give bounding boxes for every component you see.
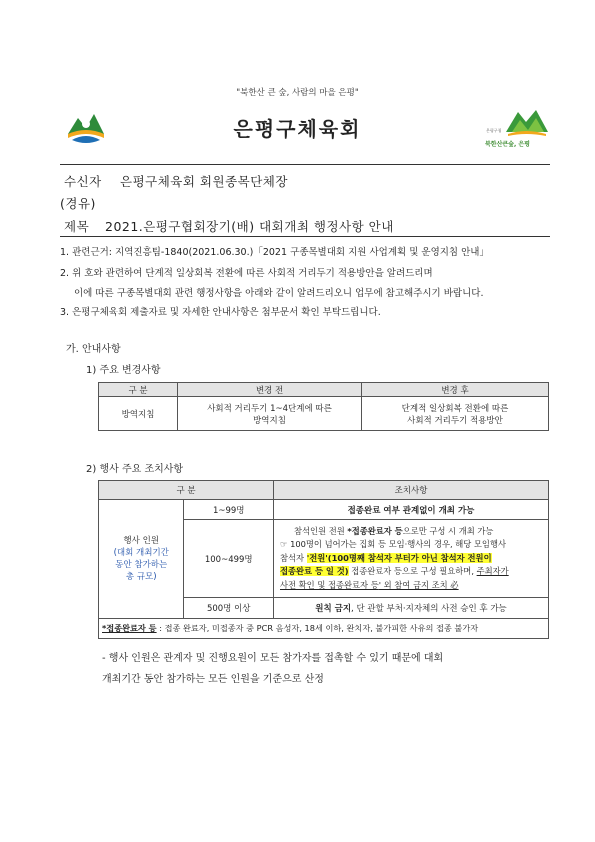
table1-row-label: 방역지침 bbox=[99, 397, 178, 431]
table1-before-line-2: 방역지침 bbox=[253, 415, 286, 426]
text-span: 참석인원 전원 bbox=[294, 525, 348, 536]
table2-group-line-4: 총 규모) bbox=[125, 572, 157, 582]
org-title: 은평구체육회 bbox=[233, 117, 362, 141]
table2-action-2-line-4 bbox=[280, 565, 548, 579]
table2-header-action: 조치사항 bbox=[274, 481, 549, 500]
text-span: *접종완료자 등 bbox=[347, 525, 403, 536]
table1-after-line-1: 단계적 일상회복 전환에 따른 bbox=[401, 403, 509, 414]
subsection-1-title: 1) 주요 변경사항 bbox=[86, 365, 161, 376]
text-span: 원칙 금지 bbox=[315, 604, 352, 614]
table-row bbox=[99, 619, 549, 639]
table2-range-3: 500명 이상 bbox=[184, 598, 274, 619]
underline-span: ' 외 참여 금지 조치 必 bbox=[378, 579, 459, 590]
subject-label: 제목 bbox=[64, 219, 90, 234]
table1-before-line-1: 사회적 거리두기 1~4단계에 따른 bbox=[207, 403, 332, 414]
footer-note-line-2: 개최기간 동안 참가하는 모든 인원을 기준으로 산정 bbox=[102, 674, 324, 685]
note-text: : 접종 완료자, 미접종자 중 PCR 음성자, 18세 이하, 완치자, 불가피한 사유의 접종 불가자 bbox=[159, 623, 479, 633]
table1-after-cell bbox=[362, 397, 549, 431]
table2-group-label bbox=[99, 500, 184, 619]
table1-header-after: 변경 후 bbox=[362, 383, 549, 397]
highlight-span: 접종완료 등 일 것) bbox=[280, 566, 349, 577]
body-item-3: 3. 은평구체육회 제출자료 및 자세한 안내사항은 첨부문서 확인 부탁드립니다. bbox=[60, 307, 381, 318]
table2-action-2-line-5 bbox=[280, 579, 548, 593]
table2-action-2 bbox=[274, 520, 549, 598]
table1-header-category: 구 분 bbox=[99, 383, 178, 397]
body-item-2-line-2: 이에 따른 구종목별대회 관련 행정사항을 아래와 같이 알려드리오니 업무에 참고해주시기 바랍니다. bbox=[74, 288, 484, 299]
section-title: 가. 안내사항 bbox=[66, 344, 121, 355]
table2-group-line-2: (대회 개최기간 bbox=[113, 548, 169, 558]
recipient-value: 은평구체육회 회원종목단체장 bbox=[120, 174, 288, 189]
table2-action-2-line-2: ☞ 100명이 넘어가는 집회 등 모임·행사의 경우, 해당 모임행사 bbox=[280, 539, 506, 550]
table2-action-3 bbox=[274, 598, 549, 619]
note-label: *접종완료자 등 bbox=[102, 623, 157, 633]
text-span: 접종완료자 등으로 구성 필요하며, bbox=[348, 566, 477, 577]
table2-range-2: 100~499명 bbox=[184, 520, 274, 598]
body-item-2-line-1: 2. 위 호와 관련하여 단계적 일상회복 전환에 따른 사회적 거리두기 적용방안을 알려드리며 bbox=[60, 268, 433, 279]
recipient-label: 수신자 bbox=[64, 174, 102, 189]
highlight-span: '전원'(100명째 참석자 부터가 아닌 참석자 전원이 bbox=[306, 552, 492, 563]
changes-table bbox=[98, 382, 549, 431]
text-span: 으로만 구성 시 개최 가능 bbox=[402, 525, 494, 536]
table1-after-line-2: 사회적 거리두기 적용방안 bbox=[407, 415, 503, 426]
table2-action-2-line-1 bbox=[280, 525, 548, 539]
underline-span: 사전 확인 및 접종완료자 등 bbox=[280, 579, 379, 590]
table2-header-category: 구 분 bbox=[99, 481, 274, 500]
table2-action-2-line-3 bbox=[280, 552, 548, 566]
table-row bbox=[99, 500, 549, 520]
table2-action-1: 접종완료 여부 관계없이 개최 가능 bbox=[274, 500, 549, 520]
text-span: 참석자 bbox=[280, 552, 307, 563]
table1-header-before: 변경 전 bbox=[178, 383, 362, 397]
measures-table bbox=[98, 480, 549, 639]
body-item-1: 1. 관련근거: 지역진흥팀-1840(2021.06.30.)「2021 구종목별대회 지원 사업계획 및 운영지침 안내」 bbox=[60, 247, 489, 258]
table2-note bbox=[99, 619, 549, 639]
table2-group-line-3: 동안 참가하는 bbox=[115, 560, 168, 570]
table2-group-line-1: 행사 인원 bbox=[123, 536, 160, 546]
footer-note-line-1: - 행사 인원은 관계자 및 진행요원이 모든 참가자를 접촉할 수 있기 때문에 대회 bbox=[102, 653, 444, 664]
table2-range-1: 1~99명 bbox=[184, 500, 274, 520]
text-span: , 단 관할 부처·지자체의 사전 승인 후 가능 bbox=[351, 604, 507, 614]
table-row bbox=[99, 397, 549, 431]
right-logo-caption: 은평구청 bbox=[486, 128, 502, 133]
underline-span: 주최자가 bbox=[476, 566, 509, 577]
subsection-2-title: 2) 행사 주요 조치사항 bbox=[86, 464, 184, 475]
subject-divider bbox=[60, 236, 550, 237]
right-logo-text: 북한산큰숲, 은평 bbox=[485, 141, 530, 148]
table1-before-cell bbox=[178, 397, 362, 431]
top-divider bbox=[60, 164, 550, 165]
subject-value: 2021.은평구협회장기(배) 대회개최 행정사항 안내 bbox=[105, 219, 394, 234]
slogan: "북한산 큰 숲, 사람의 마을 은평" bbox=[236, 88, 359, 98]
via-label: (경유) bbox=[60, 196, 96, 211]
